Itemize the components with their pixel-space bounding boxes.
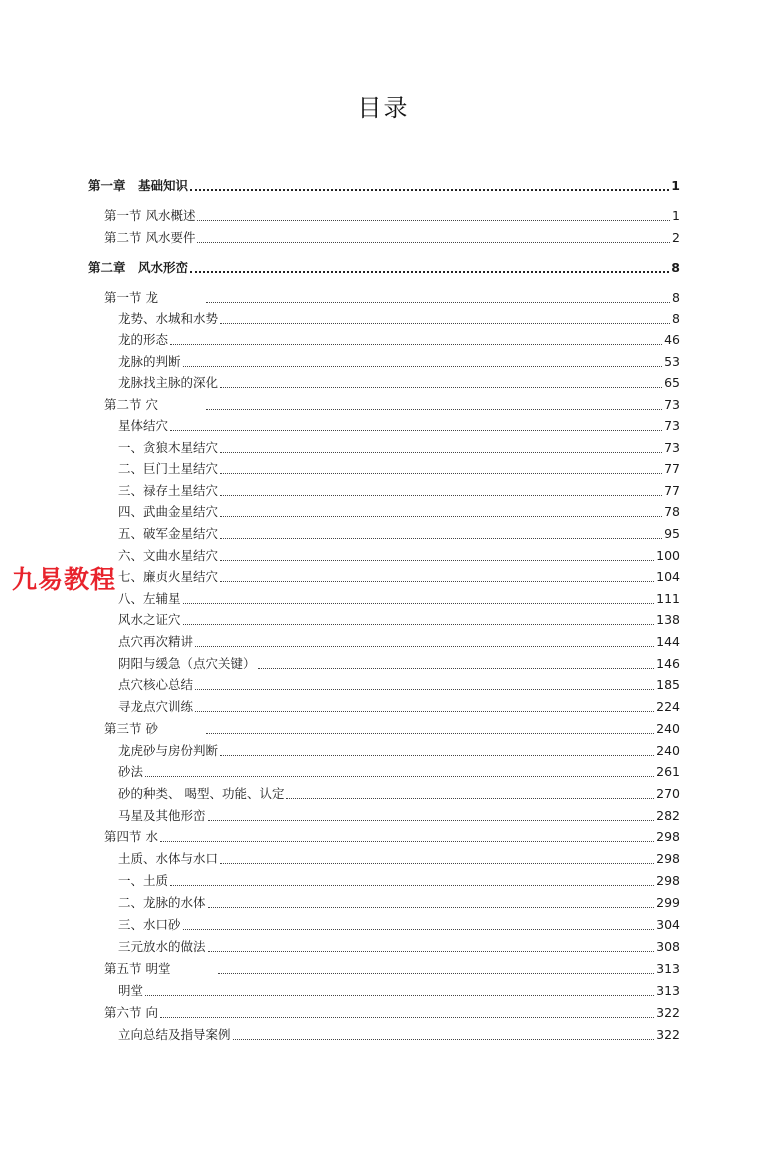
toc-entry-label: 明堂 <box>118 983 144 998</box>
toc-item-row[interactable] <box>118 764 680 780</box>
toc-entry-label: 四、武曲金星结穴 <box>118 504 219 519</box>
toc-page-number: 313 <box>656 983 680 998</box>
dot-leader <box>208 897 655 908</box>
toc-section-row[interactable] <box>104 829 680 845</box>
toc-item-row[interactable] <box>118 526 680 542</box>
toc-entry-label: 第一节 风水概述 <box>104 208 196 223</box>
toc-item-row[interactable] <box>118 851 680 867</box>
toc-page-number: 53 <box>664 354 680 369</box>
toc-page-number: 77 <box>664 461 680 476</box>
dot-leader <box>197 232 670 243</box>
toc-page-number: 100 <box>656 548 680 563</box>
dot-leader <box>286 788 654 799</box>
dot-leader <box>160 1007 654 1018</box>
toc-item-row[interactable] <box>118 634 680 650</box>
dot-leader <box>160 831 654 842</box>
toc-page-number: 282 <box>656 808 680 823</box>
toc-page-number: 261 <box>656 764 680 779</box>
dot-leader <box>190 261 669 273</box>
dot-leader <box>190 179 669 191</box>
toc-item-row[interactable] <box>118 895 680 911</box>
toc-section-row[interactable] <box>104 961 680 977</box>
dot-leader <box>233 1029 655 1040</box>
toc-item-row[interactable] <box>118 504 680 520</box>
toc-item-row[interactable] <box>118 983 680 999</box>
toc-page-number: 313 <box>656 961 680 976</box>
toc-entry-label: 马星及其他形峦 <box>118 808 206 823</box>
toc-entry-label: 三、水口砂 <box>118 917 181 932</box>
toc-page-number: 111 <box>656 591 680 606</box>
toc-page-number: 240 <box>656 743 680 758</box>
toc-section-row[interactable] <box>104 290 680 306</box>
toc-item-row[interactable] <box>118 808 680 824</box>
toc-entry-label: 第二节 风水要件 <box>104 230 196 245</box>
toc-entry-label: 二、巨门土星结穴 <box>118 461 219 476</box>
toc-entry-label: 一、土质 <box>118 873 169 888</box>
toc-entry-label: 一、贪狼木星结穴 <box>118 440 219 455</box>
toc-page-number: 1 <box>671 178 680 193</box>
toc-item-row[interactable] <box>118 354 680 370</box>
toc-chapter-row[interactable] <box>88 178 680 194</box>
dot-leader <box>220 442 662 453</box>
dot-leader <box>220 313 670 324</box>
dot-leader <box>183 614 655 625</box>
dot-leader <box>220 550 654 561</box>
toc-page-number: 78 <box>664 504 680 519</box>
toc-page-number: 224 <box>656 699 680 714</box>
toc-entry-label: 第一节 龙 <box>104 290 158 305</box>
toc-entry-label: 五、破军金星结穴 <box>118 526 219 541</box>
dot-leader <box>183 356 663 367</box>
toc-item-row[interactable] <box>118 591 680 607</box>
dot-leader <box>170 334 662 345</box>
dot-leader <box>170 875 654 886</box>
toc-item-row[interactable] <box>118 743 680 759</box>
toc-item-row[interactable] <box>118 917 680 933</box>
toc-page-number: 308 <box>656 939 680 954</box>
toc-page-number: 8 <box>672 311 680 326</box>
toc-entry-label: 砂的种类、 喝型、功能、认定 <box>118 786 285 801</box>
toc-page-number: 2 <box>672 230 680 245</box>
toc-item-row[interactable] <box>118 548 680 564</box>
toc-entry-label: 第三节 砂 <box>104 721 158 736</box>
toc-entry-label: 第六节 向 <box>104 1005 158 1020</box>
dot-leader <box>220 853 654 864</box>
dot-leader <box>183 919 655 930</box>
toc-entry-label: 龙势、水城和水势 <box>118 311 219 326</box>
toc-page-number: 95 <box>664 526 680 541</box>
dot-leader <box>208 941 655 952</box>
toc-item-row[interactable] <box>118 332 680 348</box>
toc-page-number: 299 <box>656 895 680 910</box>
toc-entry-label: 第二节 穴 <box>104 397 158 412</box>
toc-page-number: 73 <box>664 418 680 433</box>
dot-leader <box>220 485 662 496</box>
toc-item-row[interactable] <box>118 461 680 477</box>
toc-section-row[interactable] <box>104 230 680 246</box>
toc-section-row[interactable] <box>104 208 680 224</box>
toc-entry-label: 土质、水体与水口 <box>118 851 219 866</box>
toc-page-number: 304 <box>656 917 680 932</box>
toc-item-row[interactable] <box>118 939 680 955</box>
toc-entry-label: 立向总结及指导案例 <box>118 1027 231 1042</box>
dot-leader <box>208 810 655 821</box>
toc-entry-label: 第一章 基础知识 <box>88 178 189 193</box>
toc-section-row[interactable] <box>104 397 680 413</box>
toc-item-row[interactable] <box>118 873 680 889</box>
toc-section-row[interactable] <box>104 721 680 737</box>
dot-leader <box>195 636 654 647</box>
toc-page-number: 185 <box>656 677 680 692</box>
dot-leader <box>195 701 654 712</box>
toc-item-row[interactable] <box>118 656 680 672</box>
toc-entry-label: 寻龙点穴训练 <box>118 699 194 714</box>
toc-page-number: 138 <box>656 612 680 627</box>
dot-leader <box>197 210 670 221</box>
toc-entry-label: 三元放水的做法 <box>118 939 206 954</box>
toc-page-number: 298 <box>656 873 680 888</box>
toc-chapter-row[interactable] <box>88 260 680 276</box>
toc-page-number: 270 <box>656 786 680 801</box>
toc-item-row[interactable] <box>118 569 680 585</box>
toc-item-row[interactable] <box>118 1027 680 1043</box>
toc-entry-label: 星体结穴 <box>118 418 169 433</box>
toc-item-row[interactable] <box>118 440 680 456</box>
toc-entry-label: 点穴再次精讲 <box>118 634 194 649</box>
dot-leader <box>206 399 662 410</box>
toc-entry-label: 第四节 水 <box>104 829 158 844</box>
toc-item-row[interactable] <box>118 418 680 434</box>
toc-page-number: 73 <box>664 397 680 412</box>
toc-entry-label: 七、廉贞火星结穴 <box>118 569 219 584</box>
toc-page-number: 65 <box>664 375 680 390</box>
toc-page-number: 46 <box>664 332 680 347</box>
toc-page-number: 146 <box>656 656 680 671</box>
toc-section-row[interactable] <box>104 1005 680 1021</box>
dot-leader <box>195 679 654 690</box>
toc-item-row[interactable] <box>118 677 680 693</box>
dot-leader <box>183 593 655 604</box>
toc-entry-label: 龙脉找主脉的深化 <box>118 375 219 390</box>
toc-item-row[interactable] <box>118 699 680 715</box>
toc-entry-label: 第二章 风水形峦 <box>88 260 189 275</box>
toc-item-row[interactable] <box>118 612 680 628</box>
toc-entry-label: 风水之证穴 <box>118 612 181 627</box>
toc-item-row[interactable] <box>118 483 680 499</box>
toc-entry-label: 点穴核心总结 <box>118 677 194 692</box>
toc-page-number: 322 <box>656 1005 680 1020</box>
toc-page-number: 73 <box>664 440 680 455</box>
dot-leader <box>220 463 662 474</box>
toc-entry-label: 阴阳与缓急（点穴关键） <box>118 656 256 671</box>
dot-leader <box>170 420 662 431</box>
dot-leader <box>220 745 654 756</box>
toc-entry-label: 砂法 <box>118 764 144 779</box>
toc-page-number: 322 <box>656 1027 680 1042</box>
page-title: 目录 <box>357 94 410 122</box>
toc-entry-label: 龙虎砂与房份判断 <box>118 743 219 758</box>
toc-item-row[interactable] <box>118 786 680 802</box>
toc-page-number: 298 <box>656 829 680 844</box>
dot-leader <box>220 528 662 539</box>
toc-entry-label: 三、禄存土星结穴 <box>118 483 219 498</box>
dot-leader <box>206 292 670 303</box>
toc-page-number: 8 <box>672 290 680 305</box>
dot-leader <box>218 963 654 974</box>
watermark-text: 九易教程 <box>12 565 117 594</box>
toc-page-number: 77 <box>664 483 680 498</box>
dot-leader <box>145 766 654 777</box>
toc-entry-label: 六、文曲水星结穴 <box>118 548 219 563</box>
toc-page-number: 1 <box>672 208 680 223</box>
toc-entry-label: 龙的形态 <box>118 332 169 347</box>
toc-entry-label: 八、左辅星 <box>118 591 181 606</box>
toc-entry-label: 二、龙脉的水体 <box>118 895 206 910</box>
toc-page-number: 144 <box>656 634 680 649</box>
toc-page-number: 104 <box>656 569 680 584</box>
toc-entry-label: 龙脉的判断 <box>118 354 181 369</box>
toc-entry-label: 第五节 明堂 <box>104 961 171 976</box>
dot-leader <box>220 506 662 517</box>
dot-leader <box>206 723 654 734</box>
dot-leader <box>258 658 655 669</box>
toc-page-number: 240 <box>656 721 680 736</box>
dot-leader <box>220 571 654 582</box>
toc-item-row[interactable] <box>118 375 680 391</box>
toc-item-row[interactable] <box>118 311 680 327</box>
toc-page-number: 298 <box>656 851 680 866</box>
toc-page-number: 8 <box>671 260 680 275</box>
dot-leader <box>220 377 662 388</box>
dot-leader <box>145 985 654 996</box>
